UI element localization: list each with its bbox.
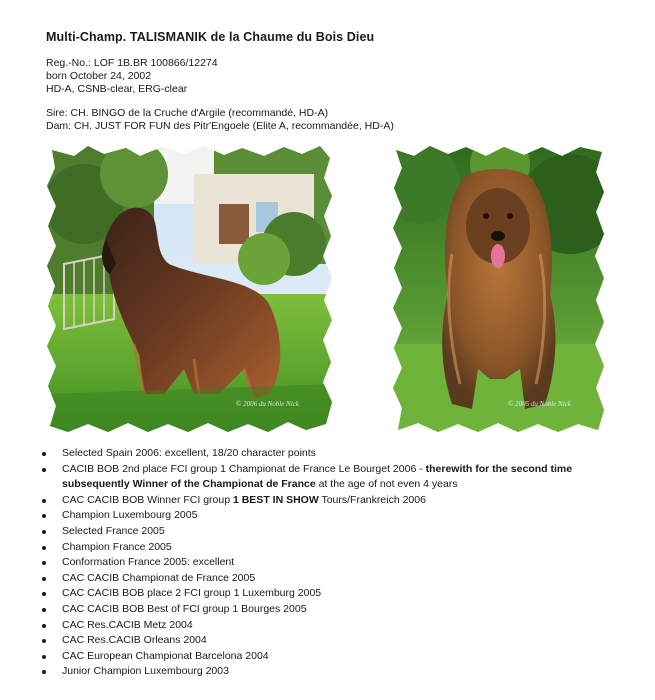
health-results: HD-A, CSNB-clear, ERG-clear: [46, 83, 188, 95]
bullet-icon: [42, 530, 46, 534]
list-item: CAC Res.CACIB Orleans 2004: [26, 633, 626, 649]
sire-line: Sire: CH. BINGO de la Cruche d'Argile (recommandé, HD-A): [46, 107, 329, 119]
list-item: Champion France 2005: [26, 540, 626, 556]
bullet-icon: [42, 561, 46, 565]
list-item: Conformation France 2005: excellent: [26, 555, 626, 571]
bullet-icon: [42, 592, 46, 596]
bullet-icon: [42, 670, 46, 674]
bullet-icon: [42, 624, 46, 628]
list-item: CAC Res.CACIB Metz 2004: [26, 618, 626, 634]
dog-photo-profile: [44, 144, 334, 434]
bullet-icon: [42, 655, 46, 659]
bullet-icon: [42, 608, 46, 612]
bullet-icon: [42, 546, 46, 550]
pedigree-info: [46, 107, 394, 133]
bullet-icon: [42, 499, 46, 503]
photo-credit-left: © 2006 du Noble Nick: [236, 400, 299, 408]
list-item: CACIB BOB 2nd place FCI group 1 Championat de France Le Bourget 2006 - therewith for the second time subsequently Winner of the Championat de France at the age of not even 4 years: [26, 462, 626, 493]
photo-credit-right: © 2005 du Noble Nick: [508, 400, 571, 408]
registration-number: Reg.-No.: LOF 1B.BR 100866/12274: [46, 57, 218, 69]
page-title: Multi-Champ. TALISMANIK de la Chaume du Bois Dieu: [46, 30, 375, 44]
list-item: CAC CACIB BOB Winner FCI group 1 BEST IN SHOW Tours/Frankreich 2006: [26, 493, 626, 509]
bullet-icon: [42, 468, 46, 472]
bullet-icon: [42, 639, 46, 643]
list-item: CAC CACIB Championat de France 2005: [26, 571, 626, 587]
bullet-icon: [42, 452, 46, 456]
bullet-icon: [42, 514, 46, 518]
list-item: Selected France 2005: [26, 524, 626, 540]
list-item: CAC CACIB BOB Best of FCI group 1 Bourges 2005: [26, 602, 626, 618]
birth-date: born October 24, 2002: [46, 70, 152, 82]
registration-info: [46, 57, 218, 96]
list-item: CAC CACIB BOB place 2 FCI group 1 Luxemburg 2005: [26, 586, 626, 602]
dam-line: Dam: CH. JUST FOR FUN des Pitr'Engoele (Elite A, recommandée, HD-A): [46, 120, 394, 132]
list-item: Junior Champion Luxembourg 2003: [26, 664, 626, 680]
list-item: Selected Spain 2006: excellent, 18/20 character points: [26, 446, 626, 462]
achievements-list: [26, 446, 626, 680]
list-item: Champion Luxembourg 2005: [26, 508, 626, 524]
bullet-icon: [42, 577, 46, 581]
list-item: CAC European Championat Barcelona 2004: [26, 649, 626, 665]
dog-photo-front: [390, 144, 608, 434]
